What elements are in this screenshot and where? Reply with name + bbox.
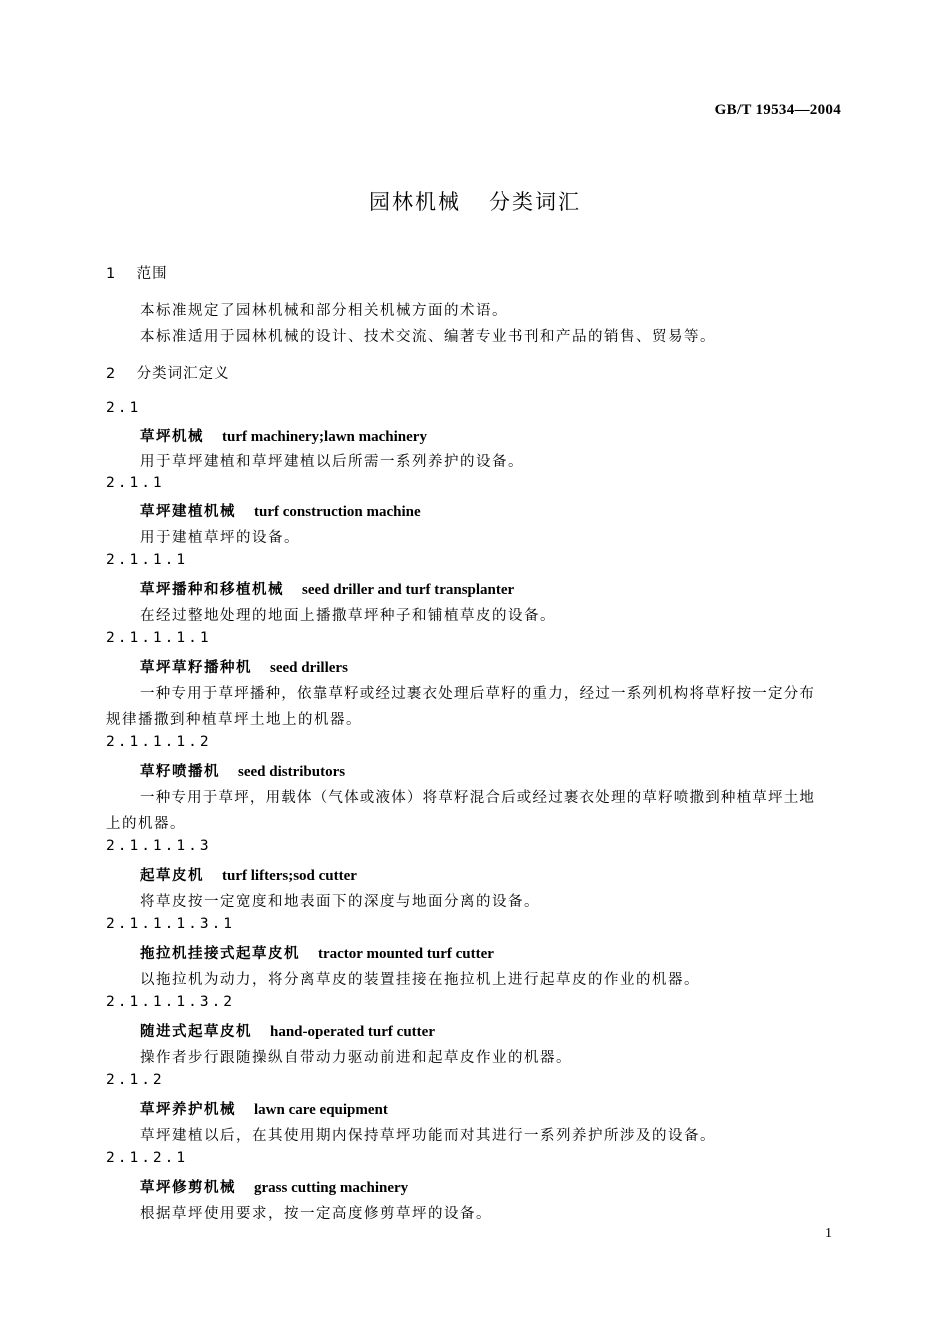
term-definition: 将草皮按一定宽度和地表面下的深度与地面分离的设备。 (140, 894, 540, 910)
term-entry (140, 578, 514, 599)
page-number: 1 (825, 1226, 832, 1241)
term-zh: 草坪建植机械 (140, 504, 236, 520)
term-entry (140, 500, 421, 521)
clause-number: 2.1.1.1.3.2 (106, 994, 236, 1010)
term-en: turf construction machine (254, 504, 421, 520)
term-entry (140, 656, 348, 677)
clause-number: 2.1.1 (106, 475, 165, 491)
term-en: seed driller and turf transplanter (302, 582, 515, 598)
term-zh: 随进式起草皮机 (140, 1024, 252, 1040)
section-title: 分类词汇定义 (136, 366, 230, 382)
term-definition: 用于草坪建植和草坪建植以后所需一系列养护的设备。 (140, 454, 524, 470)
section-number: 1 (106, 266, 117, 282)
title-part-2: 分类词汇 (489, 190, 581, 214)
term-en: grass cutting machinery (254, 1180, 409, 1196)
section-heading-scope (106, 262, 168, 283)
term-zh: 草籽喷播机 (140, 764, 220, 780)
term-en: turf machinery;lawn machinery (222, 429, 427, 445)
term-entry (140, 864, 357, 885)
clause-number: 2.1 (106, 400, 142, 416)
clause-number: 2.1.1.1.1 (106, 630, 212, 646)
title-part-1: 园林机械 (369, 190, 461, 214)
term-definition-continued: 上的机器。 (106, 816, 186, 832)
term-zh: 起草皮机 (140, 868, 204, 884)
term-entry (140, 1098, 388, 1119)
clause-number: 2.1.1.1.2 (106, 734, 212, 750)
term-en: seed drillers (270, 660, 348, 676)
term-zh: 草坪养护机械 (140, 1102, 236, 1118)
term-entry (140, 942, 494, 963)
term-definition: 草坪建植以后，在其使用期内保持草坪功能而对其进行一系列养护所涉及的设备。 (140, 1128, 716, 1144)
term-definition: 根据草坪使用要求，按一定高度修剪草坪的设备。 (140, 1206, 492, 1222)
term-zh: 草坪播种和移植机械 (140, 582, 284, 598)
clause-number: 2.1.1.1.3 (106, 838, 212, 854)
term-definition: 一种专用于草坪播种，依靠草籽或经过裹衣处理后草籽的重力，经过一系列机构将草籽按一定分布 (140, 686, 816, 702)
clause-number: 2.1.2 (106, 1072, 165, 1088)
term-definition: 一种专用于草坪，用载体（气体或液体）将草籽混合后或经过裹衣处理的草籽喷撒到种植草坪土地 (140, 790, 816, 806)
term-en: hand-operated turf cutter (270, 1024, 435, 1040)
term-en: tractor mounted turf cutter (318, 946, 494, 962)
term-definition: 用于建植草坪的设备。 (140, 530, 300, 546)
term-entry (140, 1020, 435, 1041)
term-entry (140, 1176, 408, 1197)
term-zh: 草坪机械 (140, 429, 204, 445)
term-definition-continued: 规律播撒到种植草坪土地上的机器。 (106, 712, 362, 728)
term-en: lawn care equipment (254, 1102, 388, 1118)
term-entry (140, 425, 427, 446)
term-definition: 以拖拉机为动力，将分离草皮的装置挂接在拖拉机上进行起草皮的作业的机器。 (140, 972, 700, 988)
document-title (0, 186, 950, 216)
clause-number: 2.1.2.1 (106, 1150, 189, 1166)
standard-code: GB/T 19534—2004 (714, 102, 841, 118)
term-en: seed distributors (238, 764, 346, 780)
term-zh: 草坪草籽播种机 (140, 660, 252, 676)
section-number: 2 (106, 366, 117, 382)
term-definition: 在经过整地处理的地面上播撒草坪种子和铺植草皮的设备。 (140, 608, 556, 624)
term-zh: 拖拉机挂接式起草皮机 (140, 946, 300, 962)
scope-paragraph: 本标准规定了园林机械和部分相关机械方面的术语。 (140, 303, 508, 319)
term-entry (140, 760, 345, 781)
term-en: turf lifters;sod cutter (222, 868, 357, 884)
section-title: 范围 (136, 266, 168, 282)
term-zh: 草坪修剪机械 (140, 1180, 236, 1196)
scope-paragraph: 本标准适用于园林机械的设计、技术交流、编著专业书刊和产品的销售、贸易等。 (140, 329, 716, 345)
clause-number: 2.1.1.1.3.1 (106, 916, 236, 932)
term-definition: 操作者步行跟随操纵自带动力驱动前进和起草皮作业的机器。 (140, 1050, 572, 1066)
section-heading-terms (106, 362, 230, 383)
clause-number: 2.1.1.1 (106, 552, 189, 568)
